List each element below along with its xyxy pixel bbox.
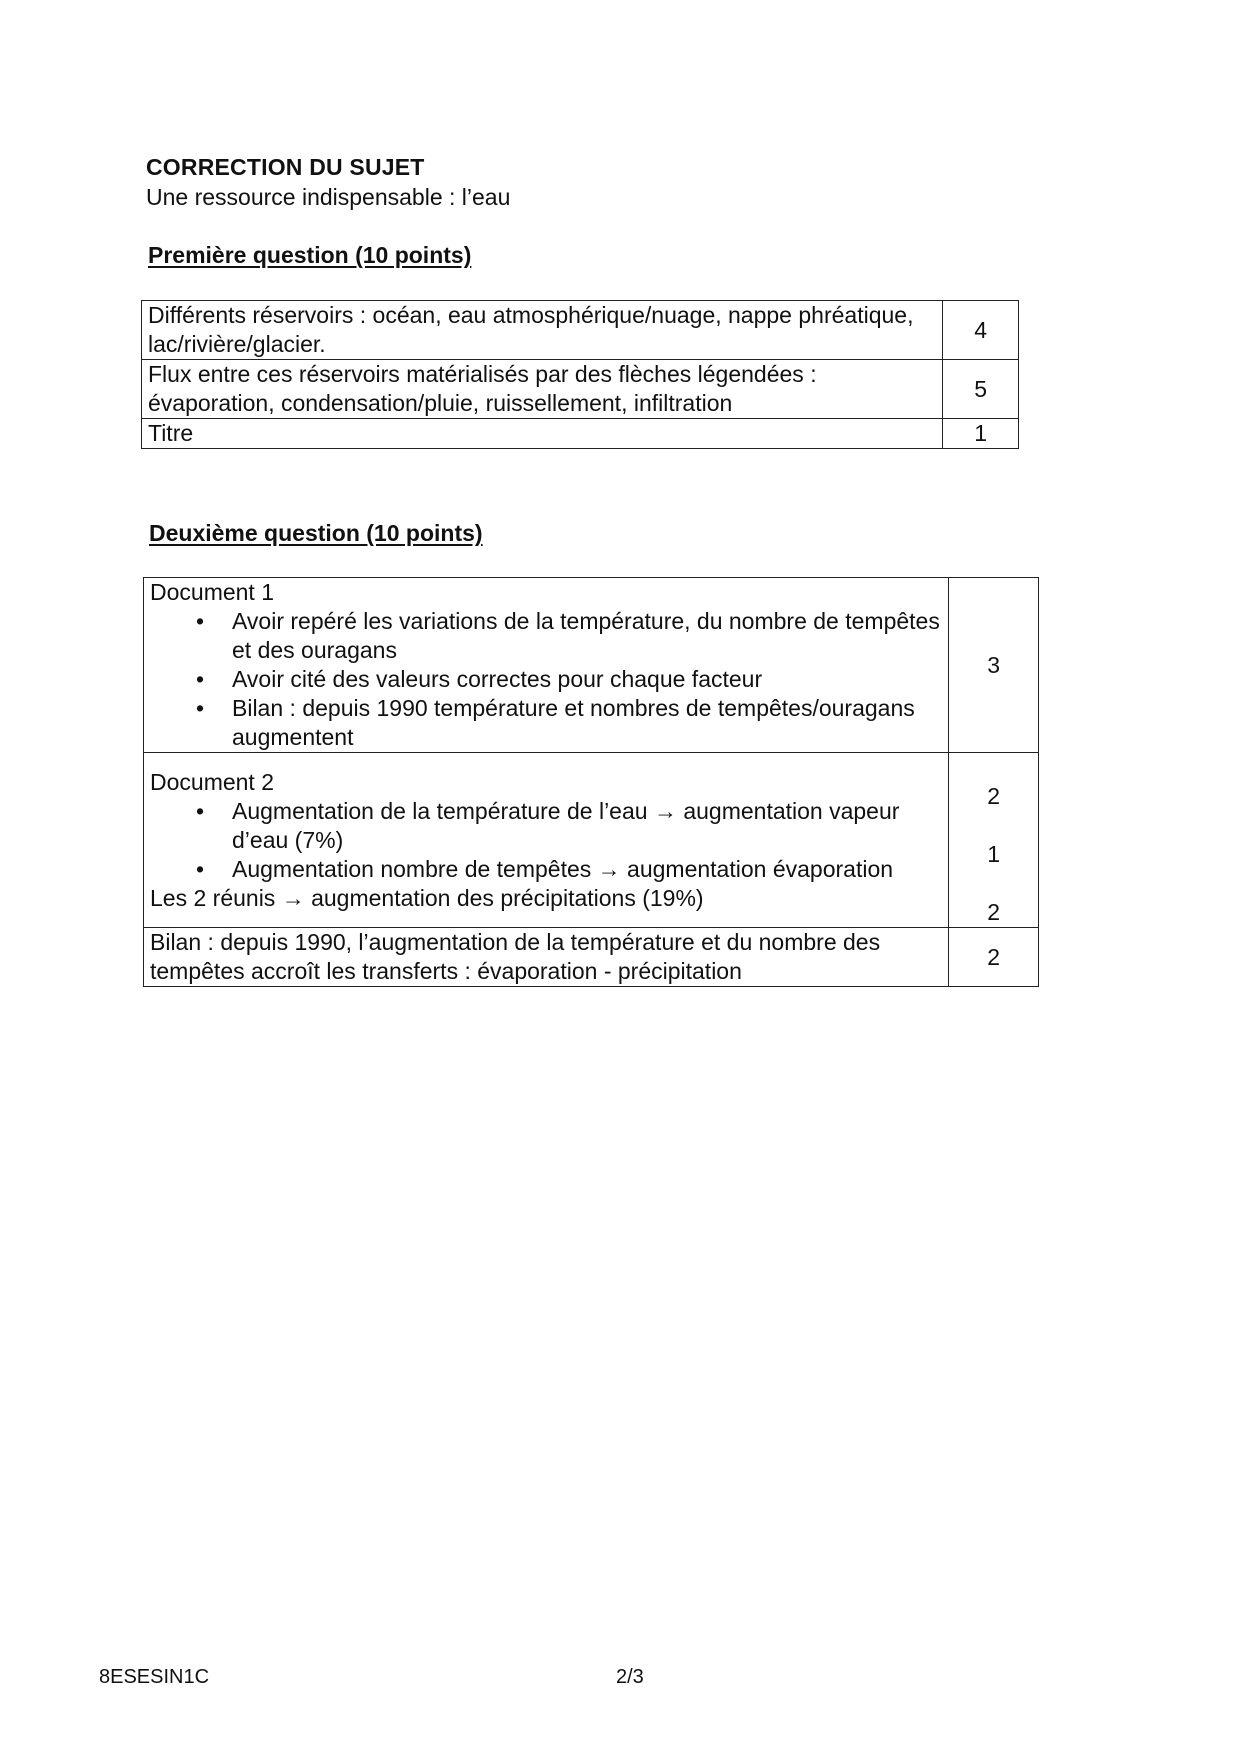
question1-table — [141, 300, 1019, 449]
criterion-points: 4 — [943, 301, 1019, 360]
question2-title: Deuxième question (10 points) — [149, 520, 483, 546]
points-value: 2 — [987, 899, 1001, 925]
document2-cell — [144, 753, 949, 928]
document-title: CORRECTION DU SUJET — [146, 154, 425, 180]
list-item: • Avoir cité des valeurs correctes pour chaque facteur — [232, 665, 942, 694]
table-row — [142, 419, 1019, 449]
document2-points — [949, 753, 1039, 928]
document2-conclusion: Les 2 réunis → augmentation des précipitations (19%) — [150, 884, 704, 911]
criterion-text: Titre — [142, 419, 943, 449]
document1-cell — [144, 578, 949, 753]
table-row — [144, 578, 1039, 753]
criterion-text: Flux entre ces réservoirs matérialisés par des flèches légendées : évaporation, condensation/pluie, ruissellement, infiltration — [142, 360, 943, 419]
table-row — [144, 753, 1039, 928]
criterion-points: 5 — [943, 360, 1019, 419]
question1-title: Première question (10 points) — [148, 242, 472, 268]
criterion-points: 1 — [943, 419, 1019, 449]
document1-bullets — [150, 607, 942, 752]
list-item: • Augmentation nombre de tempêtes → augmentation évaporation — [232, 855, 942, 884]
bilan-points: 2 — [949, 928, 1039, 987]
table-row — [144, 928, 1039, 987]
list-item: • Augmentation de la température de l’eau → augmentation vapeur d’eau (7%) — [232, 797, 942, 855]
document-code: 8ESESIN1C — [99, 1666, 210, 1688]
document2-label: Document 2 — [150, 768, 275, 795]
page-number: 2/3 — [616, 1666, 644, 1688]
document2-bullets — [150, 797, 942, 884]
table-row — [142, 301, 1019, 360]
points-value: 1 — [987, 841, 1001, 867]
list-item: • Bilan : depuis 1990 température et nombres de tempêtes/ouragans augmentent — [232, 694, 942, 752]
criterion-text: Différents réservoirs : océan, eau atmosphérique/nuage, nappe phréatique, lac/rivière/glacier. — [142, 301, 943, 360]
bilan-text: Bilan : depuis 1990, l’augmentation de la température et du nombre des tempêtes accroît les transferts : évaporation - précipitation — [144, 928, 949, 987]
document-subtitle: Une ressource indispensable : l’eau — [146, 184, 511, 210]
question2-table — [143, 577, 1039, 987]
points-value: 2 — [987, 783, 1001, 809]
document1-label: Document 1 — [150, 579, 275, 605]
document1-points: 3 — [949, 578, 1039, 753]
list-item: • Avoir repéré les variations de la température, du nombre de tempêtes et des ouragans — [232, 607, 942, 665]
table-row — [142, 360, 1019, 419]
